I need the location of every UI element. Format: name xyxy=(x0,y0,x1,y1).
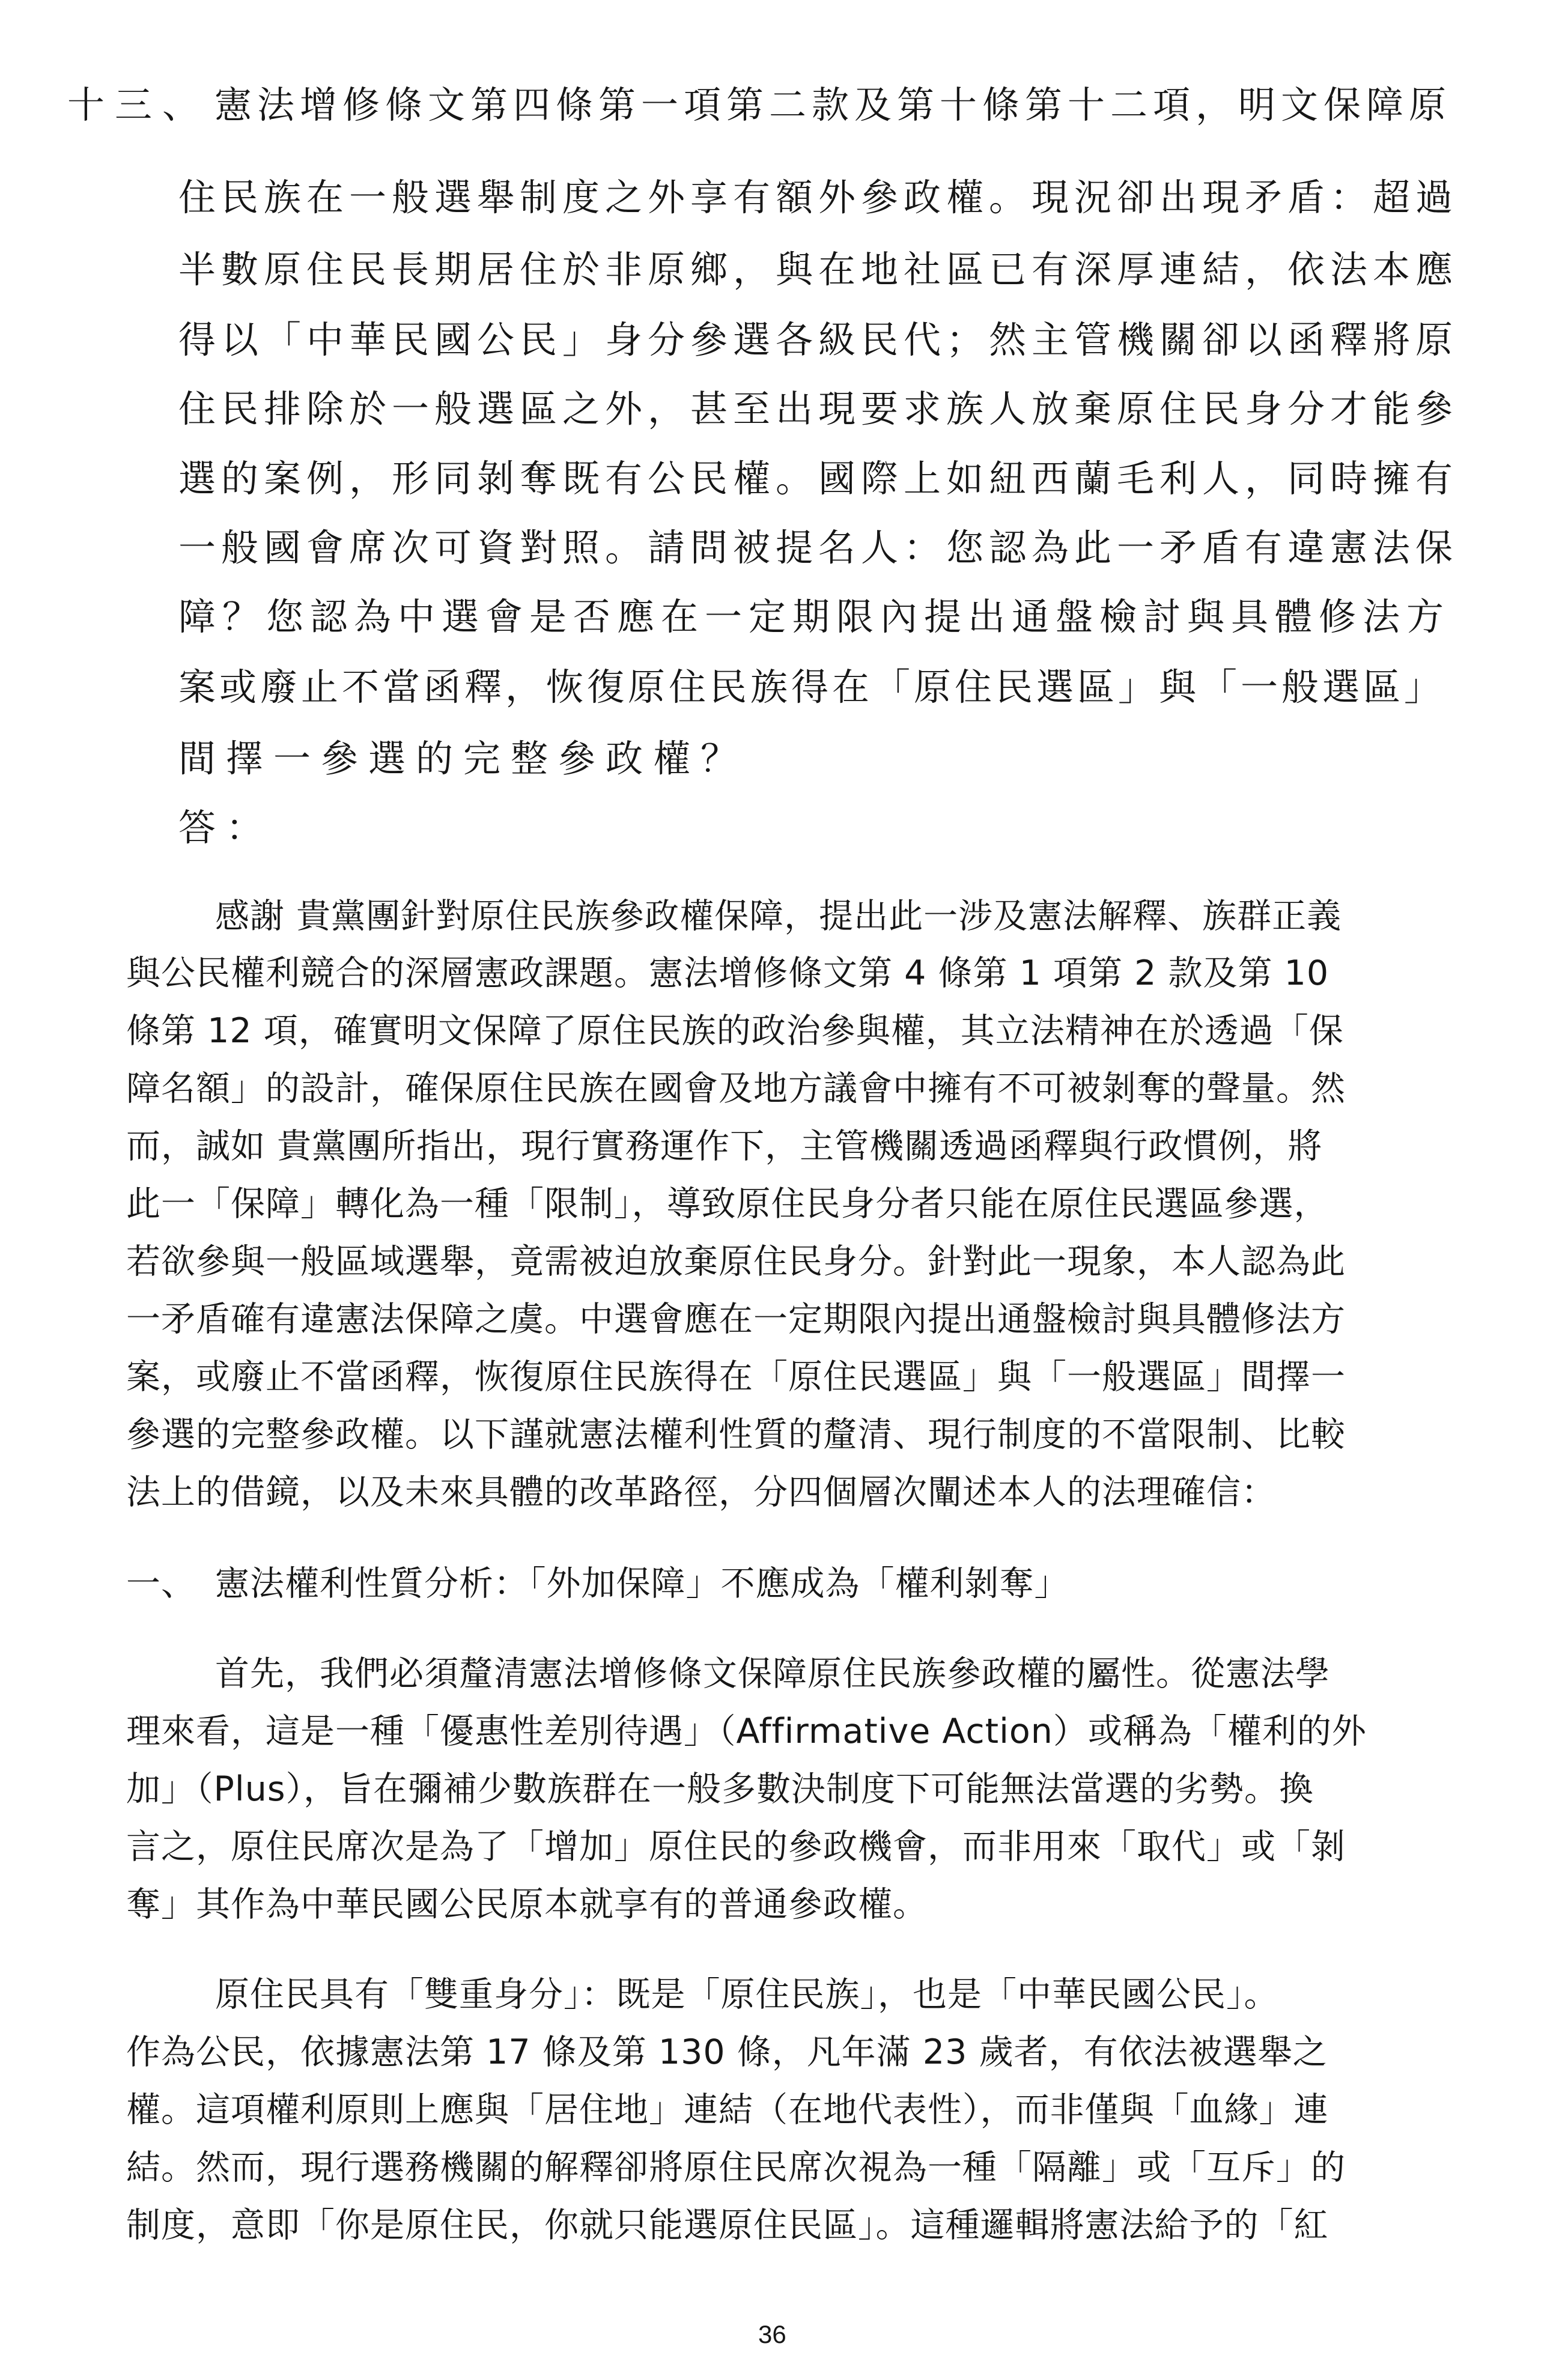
answer-line: 原住民具有「雙重身分」：既是「原住民族」，也是「中華民國公民」。 xyxy=(215,1975,1279,2014)
answer-line: 權。這項權利原則上應與「居住地」連結（在地代表性），而非僅與「血緣」連 xyxy=(126,2090,1329,2130)
page-number: 36 xyxy=(758,2320,786,2348)
answer-line: 言之，原住民席次是為了「增加」原住民的參政機會，而非用來「取代」或「剝 xyxy=(126,1827,1346,1867)
question-line: 半數原住民長期居住於非原鄉，與在地社區已有深厚連結，依法本應 xyxy=(178,248,1459,291)
answer-line: 奪」其作為中華民國公民原本就享有的普通參政權。 xyxy=(126,1885,928,1924)
question-line: 憲法增修條文第四條第一項第二款及第十條第十二項，明文保障原 xyxy=(214,83,1452,127)
answer-line: 加」（Plus），旨在彌補少數族群在一般多數決制度下可能無法當選的劣勢。換 xyxy=(126,1769,1314,1809)
answer-line: 此一「保障」轉化為一種「限制」，導致原住民身分者只能在原住民選區參選， xyxy=(126,1184,1329,1224)
question-line: 得以「中華民國公民」身分參選各級民代；然主管機關卻以函釋將原 xyxy=(178,318,1459,362)
question-line: 案或廢止不當函釋，恢復原住民族得在「原住民選區」與「一般選區」 xyxy=(178,665,1445,709)
question-line: 住民排除於一般選區之外，甚至出現要求族人放棄原住民身分才能參 xyxy=(178,387,1459,431)
question-line: 一般國會席次可資對照。請問被提名人：您認為此一矛盾有違憲法保 xyxy=(178,526,1459,570)
answer-line: 案，或廢止不當函釋，恢復原住民族得在「原住民選區」與「一般選區」間擇一 xyxy=(126,1357,1346,1397)
answer-line: 障名額」的設計，確保原住民族在國會及地方議會中擁有不可被剝奪的聲量。然 xyxy=(126,1069,1346,1108)
question-number: 十三、 xyxy=(67,83,210,127)
section-title: 憲法權利性質分析：「外加保障」不應成為「權利剝奪」 xyxy=(215,1564,1069,1603)
answer-line: 結。然而，現行選務機關的解釋卻將原住民席次視為一種「隔離」或「互斥」的 xyxy=(126,2148,1346,2187)
answer-label: 答： xyxy=(178,806,274,849)
question-line: 選的案例，形同剝奪既有公民權。國際上如紐西蘭毛利人，同時擁有 xyxy=(178,457,1459,500)
answer-line: 一矛盾確有違憲法保障之虞。中選會應在一定期限內提出通盤檢討與具體修法方 xyxy=(126,1299,1346,1339)
question-line: 間擇一參選的完整參政權？ xyxy=(178,737,749,780)
answer-line: 首先，我們必須釐清憲法增修條文保障原住民族參政權的屬性。從憲法學 xyxy=(215,1654,1330,1694)
answer-line: 與公民權利競合的深層憲政課題。憲法增修條文第 4 條第 1 項第 2 款及第 10 xyxy=(126,953,1329,993)
question-line: 住民族在一般選舉制度之外享有額外參政權。現況卻出現矛盾：超過 xyxy=(178,175,1459,219)
answer-line: 法上的借鏡，以及未來具體的改革路徑，分四個層次闡述本人的法理確信： xyxy=(126,1472,1276,1512)
answer-line: 而，誠如 貴黨團所指出，現行實務運作下，主管機關透過函釋與行政慣例，將 xyxy=(126,1126,1323,1166)
question-line: 障？您認為中選會是否應在一定期限內提出通盤檢討與具體修法方 xyxy=(178,595,1451,639)
answer-line: 制度，意即「你是原住民，你就只能選原住民區」。這種邏輯將憲法給予的「紅 xyxy=(126,2205,1329,2245)
answer-line: 若欲參與一般區域選舉，竟需被迫放棄原住民身分。針對此一現象，本人認為此 xyxy=(126,1242,1346,1281)
answer-line: 條第 12 項，確實明文保障了原住民族的政治參與權，其立法精神在於透過「保 xyxy=(126,1011,1344,1051)
answer-line: 感謝 貴黨團針對原住民族參政權保障，提出此一涉及憲法解釋、族群正義 xyxy=(215,896,1342,936)
answer-line: 參選的完整參政權。以下謹就憲法權利性質的釐清、現行制度的不當限制、比較 xyxy=(126,1415,1346,1454)
answer-line: 理來看，這是一種「優惠性差別待遇」（Affirmative Action）或稱為「權利的外 xyxy=(126,1712,1367,1751)
answer-line: 作為公民，依據憲法第 17 條及第 130 條，凡年滿 23 歲者，有依法被選舉之 xyxy=(126,2032,1328,2072)
section-number: 一、 xyxy=(126,1564,196,1603)
